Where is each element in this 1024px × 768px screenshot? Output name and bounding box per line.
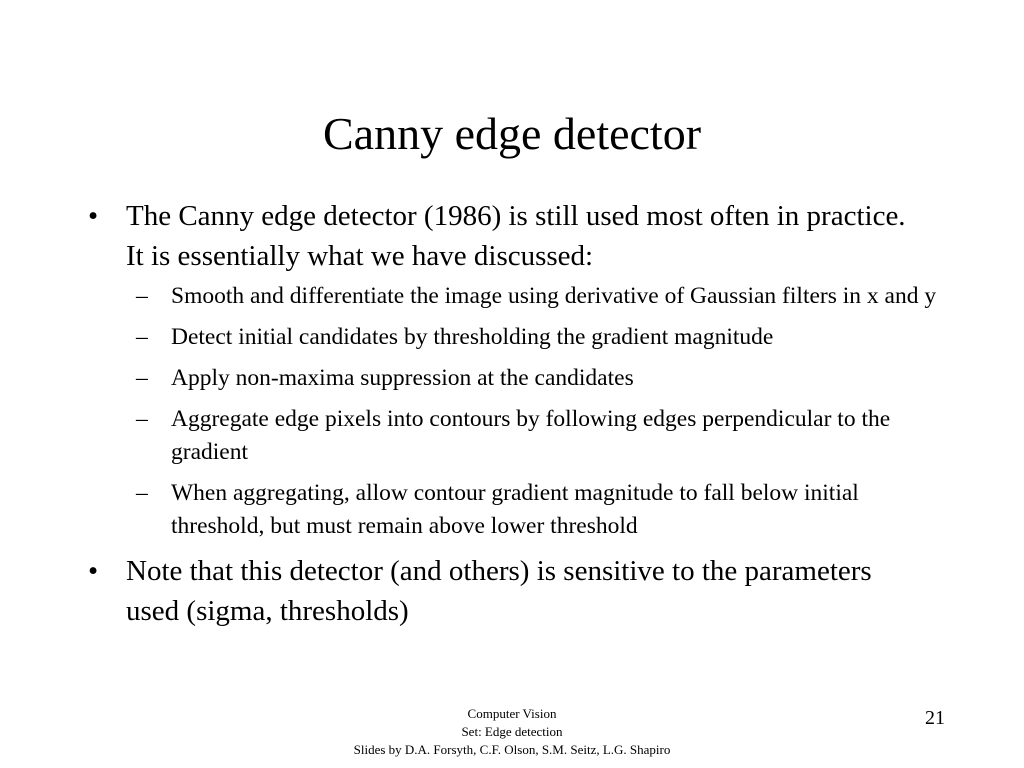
sub-bullet-text: When aggregating, allow contour gradient magnitude to fall below initial threshold, but must remain above lower threshold: [171, 480, 859, 539]
sub-bullet-marker: –: [136, 283, 148, 309]
page-number: 21: [925, 707, 945, 729]
slide-footer: [312, 705, 712, 759]
sub-bullet-marker: –: [136, 480, 148, 506]
sub-bullet-item: [0, 403, 941, 469]
sub-bullet-marker: –: [136, 406, 148, 432]
bullet-text: The Canny edge detector (1986) is still used most often in practice. It is essentially what we have discussed:: [126, 200, 906, 272]
sub-bullet-text: Aggregate edge pixels into contours by following edges perpendicular to the gradient: [171, 406, 891, 465]
bullet-text: Note that this detector (and others) is sensitive to the parameters used (sigma, thresholds): [126, 555, 872, 627]
footer-course: Computer Vision: [467, 706, 557, 721]
sub-bullet-item: [0, 321, 941, 354]
sub-bullet-item: [0, 477, 941, 543]
sub-bullet-marker: –: [136, 365, 148, 391]
sub-bullet-text: Detect initial candidates by thresholding the gradient magnitude: [171, 324, 774, 350]
sub-bullet-text: Smooth and differentiate the image using derivative of Gaussian filters in x and y: [171, 283, 937, 309]
bullet-item: [0, 551, 926, 631]
footer-credits: Slides by D.A. Forsyth, C.F. Olson, S.M. Seitz, L.G. Shapiro: [353, 742, 671, 757]
sub-bullet-list: [0, 280, 1024, 543]
sub-bullet-item: [0, 280, 941, 313]
footer-set: Set: Edge detection: [461, 724, 563, 739]
sub-bullet-item: [0, 362, 941, 395]
sub-bullet-text: Apply non-maxima suppression at the candidates: [171, 365, 634, 391]
slide-title: Canny edge detector: [322, 108, 702, 159]
bullet-marker: •: [88, 200, 99, 232]
sub-bullet-marker: –: [136, 324, 148, 350]
bullet-item: [0, 196, 926, 276]
slide-content: [0, 196, 1024, 635]
bullet-marker: •: [88, 555, 99, 587]
